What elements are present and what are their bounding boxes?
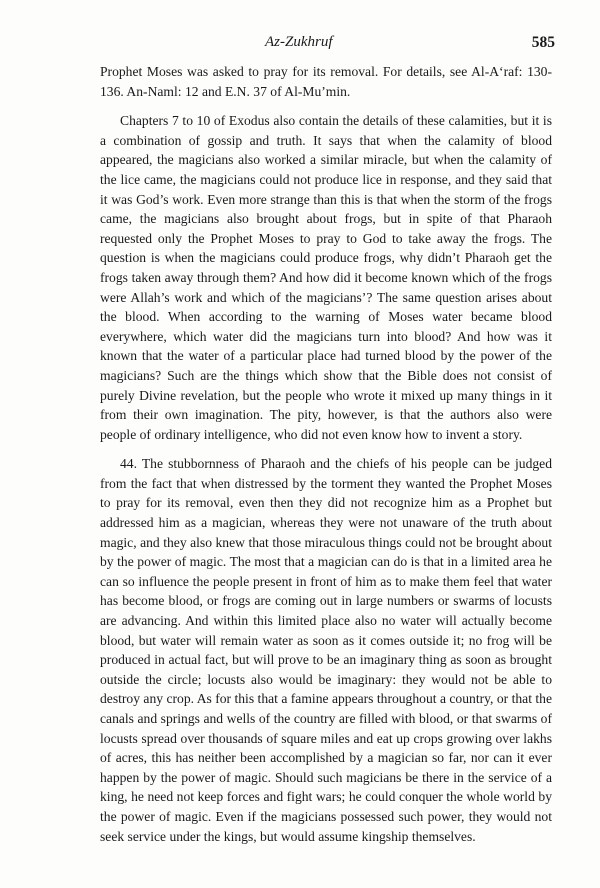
page-body bbox=[100, 62, 552, 846]
paragraph-gap bbox=[100, 101, 552, 111]
paragraph-exodus: Chapters 7 to 10 of Exodus also contain the details of these calamities, but it is a combination of gossip and truth. It says that when the calamity of blood appeared, the magicians also worked a similar miracle, but when the calamity of the lice came, the magicians could not produce lice in response, and they said that it was God’s work. Even more strange than this is that when the storm of the frogs came, the magicians also brought about frogs, but in spite of that Pharaoh requested only the Prophet Moses to pray to God to take away the frogs. The question is when the magicians could produce frogs, why didn’t Pharaoh get the frogs taken away through them? And how did it become known which of the frogs were Allah’s work and which of the magicians’? The same question arises about the blood. When according to the warning of Moses water became blood everywhere, which water did the magicians turn into blood? And how was it known that the water of a particular place had turned blood by the power of the magicians? Such are the things which show that the Bible does not consist of purely Divine revelation, but the people who wrote it mixed up many things in it from their own imagination. The pity, however, is that the authors also were people of ordinary intelligence, who did not even know how to invent a story. bbox=[100, 113, 552, 442]
running-head bbox=[95, 34, 555, 54]
paragraph-note-44: 44. The stubbornness of Pharaoh and the chiefs of his people can be judged from the fact that when distressed by the torment they wanted the Prophet Moses to pray for its removal, even then they did not recognize him as a Prophet but addressed him as a magician, whereas they were not unaware of the truth about magic, and they also knew that those miraculous things could not be brought about by the power of magic. The most that a magician can do is that in a limited area he can so influence the people present in front of him as to make them feel that water has become blood, or frogs are coming out in large numbers or swarms of locusts are advancing. And within this limited place also no water will actually become blood, but water will remain water as soon as it comes outside it; no frog will be produced in actual fact, but will prove to be an imaginary thing as soon as brought outside the circle; locusts also would be imaginary: they would not be able to destroy any crop. As for this that a famine appears throughout a country, or that the canals and springs and wells of the country are filled with blood, or that swarms of locusts spread over thousands of square miles and eat up crops growing over lakhs of acres, this has neither been accomplished by a magician so far, nor can it ever happen by the power of magic. Should such magicians be there in the service of a king, he need not keep forces and fight wars; he could conquer the whole world by the power of magic. Even if the magicians possessed such power, they would not seek service under the kings, but would assume kingship themselves. bbox=[100, 456, 552, 844]
paragraph-gap bbox=[100, 444, 552, 454]
note-continuation: Prophet Moses was asked to pray for its removal. For details, see Al-A‘raf: 130-136. An-Naml: 12 and E.N. 37 of Al-Mu’min. bbox=[100, 64, 552, 99]
page-number: 585 bbox=[531, 34, 555, 51]
running-title: Az-Zukhruf bbox=[265, 34, 333, 50]
